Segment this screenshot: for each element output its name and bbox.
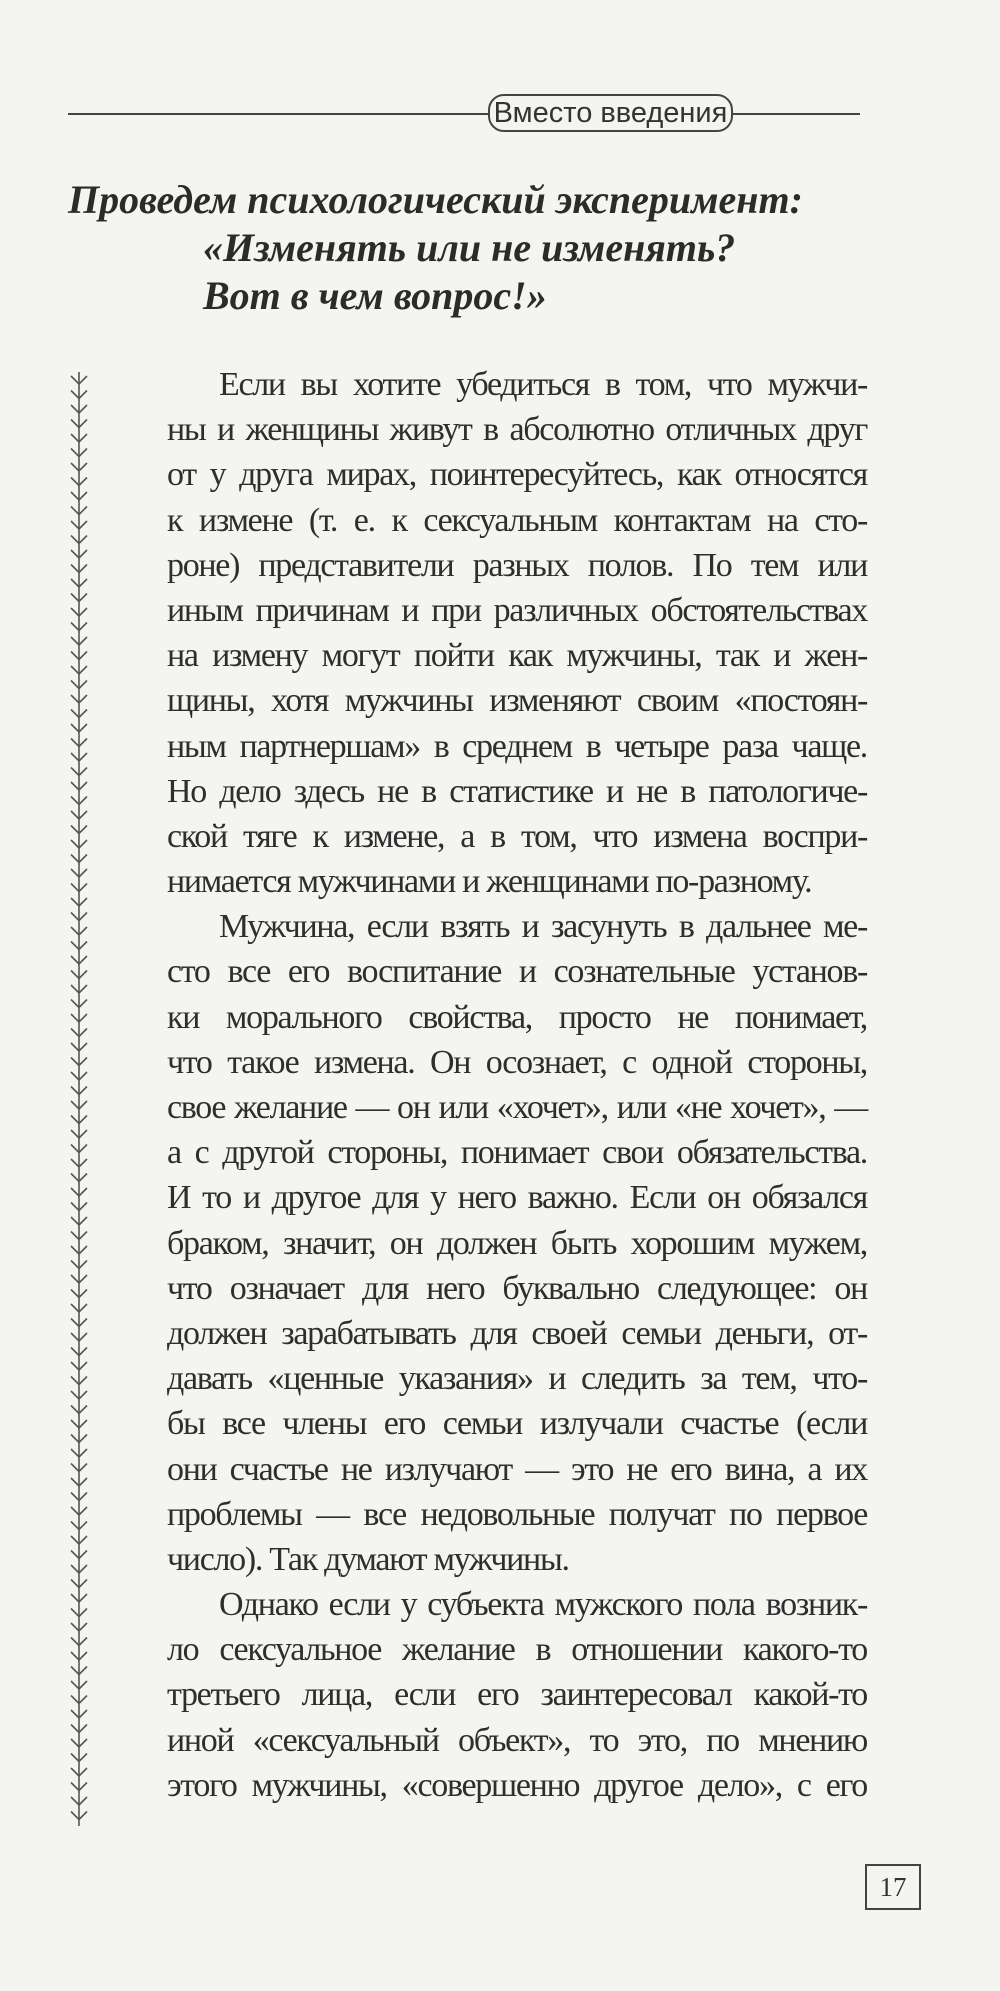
paragraph-1: [167, 362, 867, 904]
header-rule-left: [68, 113, 488, 115]
body-text: [167, 362, 867, 1808]
text-line: что такое измена. Он осознает, с одной стороны,: [167, 1043, 867, 1081]
text-line: ны и женщины живут в абсолютно отличных друг: [167, 411, 867, 449]
text-line: проблемы — все недовольные получат по первое: [167, 1495, 867, 1533]
text-line: а с другой стороны, понимает свои обязательства.: [167, 1134, 867, 1172]
paragraph-2: [167, 904, 867, 1582]
section-heading: [68, 176, 868, 320]
text-line: они счастье не излучают — это не его вина, а их: [167, 1450, 867, 1488]
text-line: что означает для него буквально следующее: он: [167, 1269, 867, 1307]
text-line: ки морального свойства, просто не понимает,: [167, 998, 867, 1036]
text-line: ской тяге к измене, а в том, что измена воспри-: [167, 817, 867, 855]
text-line: от у друга мирах, поинтересуйтесь, как относятся: [167, 456, 867, 494]
text-line: число). Так думают мужчины.: [167, 1540, 569, 1578]
text-line: к измене (т. е. к сексуальным контактам на сто-: [167, 501, 867, 539]
text-line: Однако если у субъекта мужского пола возник-: [219, 1586, 867, 1624]
section-heading-line: Вот в чем вопрос!»: [203, 273, 547, 318]
text-line: должен зарабатывать для своей семьи деньги, от-: [167, 1314, 867, 1352]
text-line: роне) представители разных полов. По тем или: [167, 546, 867, 584]
text-line: иным причинам и при различных обстоятельствах: [167, 591, 867, 629]
running-header-section-label: Вместо введения: [488, 94, 733, 132]
section-heading-line: Проведем психологический эксперимент:: [68, 177, 803, 222]
text-line: свое желание — он или «хочет», или «не хочет», —: [167, 1089, 867, 1126]
text-line: щины, хотя мужчины изменяют своим «постоян-: [167, 682, 867, 720]
text-line: браком, значит, он должен быть хорошим мужем,: [167, 1224, 867, 1262]
text-line: третьего лица, если его заинтересовал какой-то: [167, 1676, 867, 1714]
text-line: этого мужчины, «совершенно другое дело», с его: [167, 1766, 867, 1804]
text-line: иной «сексуальный объект», то это, по мнению: [167, 1721, 867, 1759]
text-line: Но дело здесь не в статистике и не в патологиче-: [167, 772, 867, 810]
text-line: Если вы хотите убедиться в том, что мужчи-: [219, 366, 867, 403]
text-line: сто все его воспитание и сознательные установ-: [167, 953, 867, 991]
text-line: ло сексуальное желание в отношении какого-то: [167, 1631, 867, 1669]
vine-chevron-border-icon: [68, 372, 90, 1826]
text-line: Мужчина, если взять и засунуть в дальнее ме-: [219, 908, 867, 946]
header-rule-right: [733, 113, 860, 115]
text-line: И то и другое для у него важно. Если он обязался: [167, 1179, 867, 1217]
text-line: ным партнершам» в среднем в четыре раза чаще.: [167, 727, 867, 765]
paragraph-3: [167, 1582, 867, 1808]
text-line: бы все члены его семьи излучали счастье (если: [167, 1405, 867, 1443]
section-heading-line: «Изменять или не изменять?: [203, 225, 736, 270]
text-line: на измену могут пойти как мужчины, так и жен-: [167, 637, 867, 675]
page-number: 17: [865, 1864, 921, 1910]
text-line: нимается мужчинами и женщинами по-разному.: [167, 863, 812, 901]
text-line: давать «ценные указания» и следить за тем, что-: [167, 1360, 867, 1398]
